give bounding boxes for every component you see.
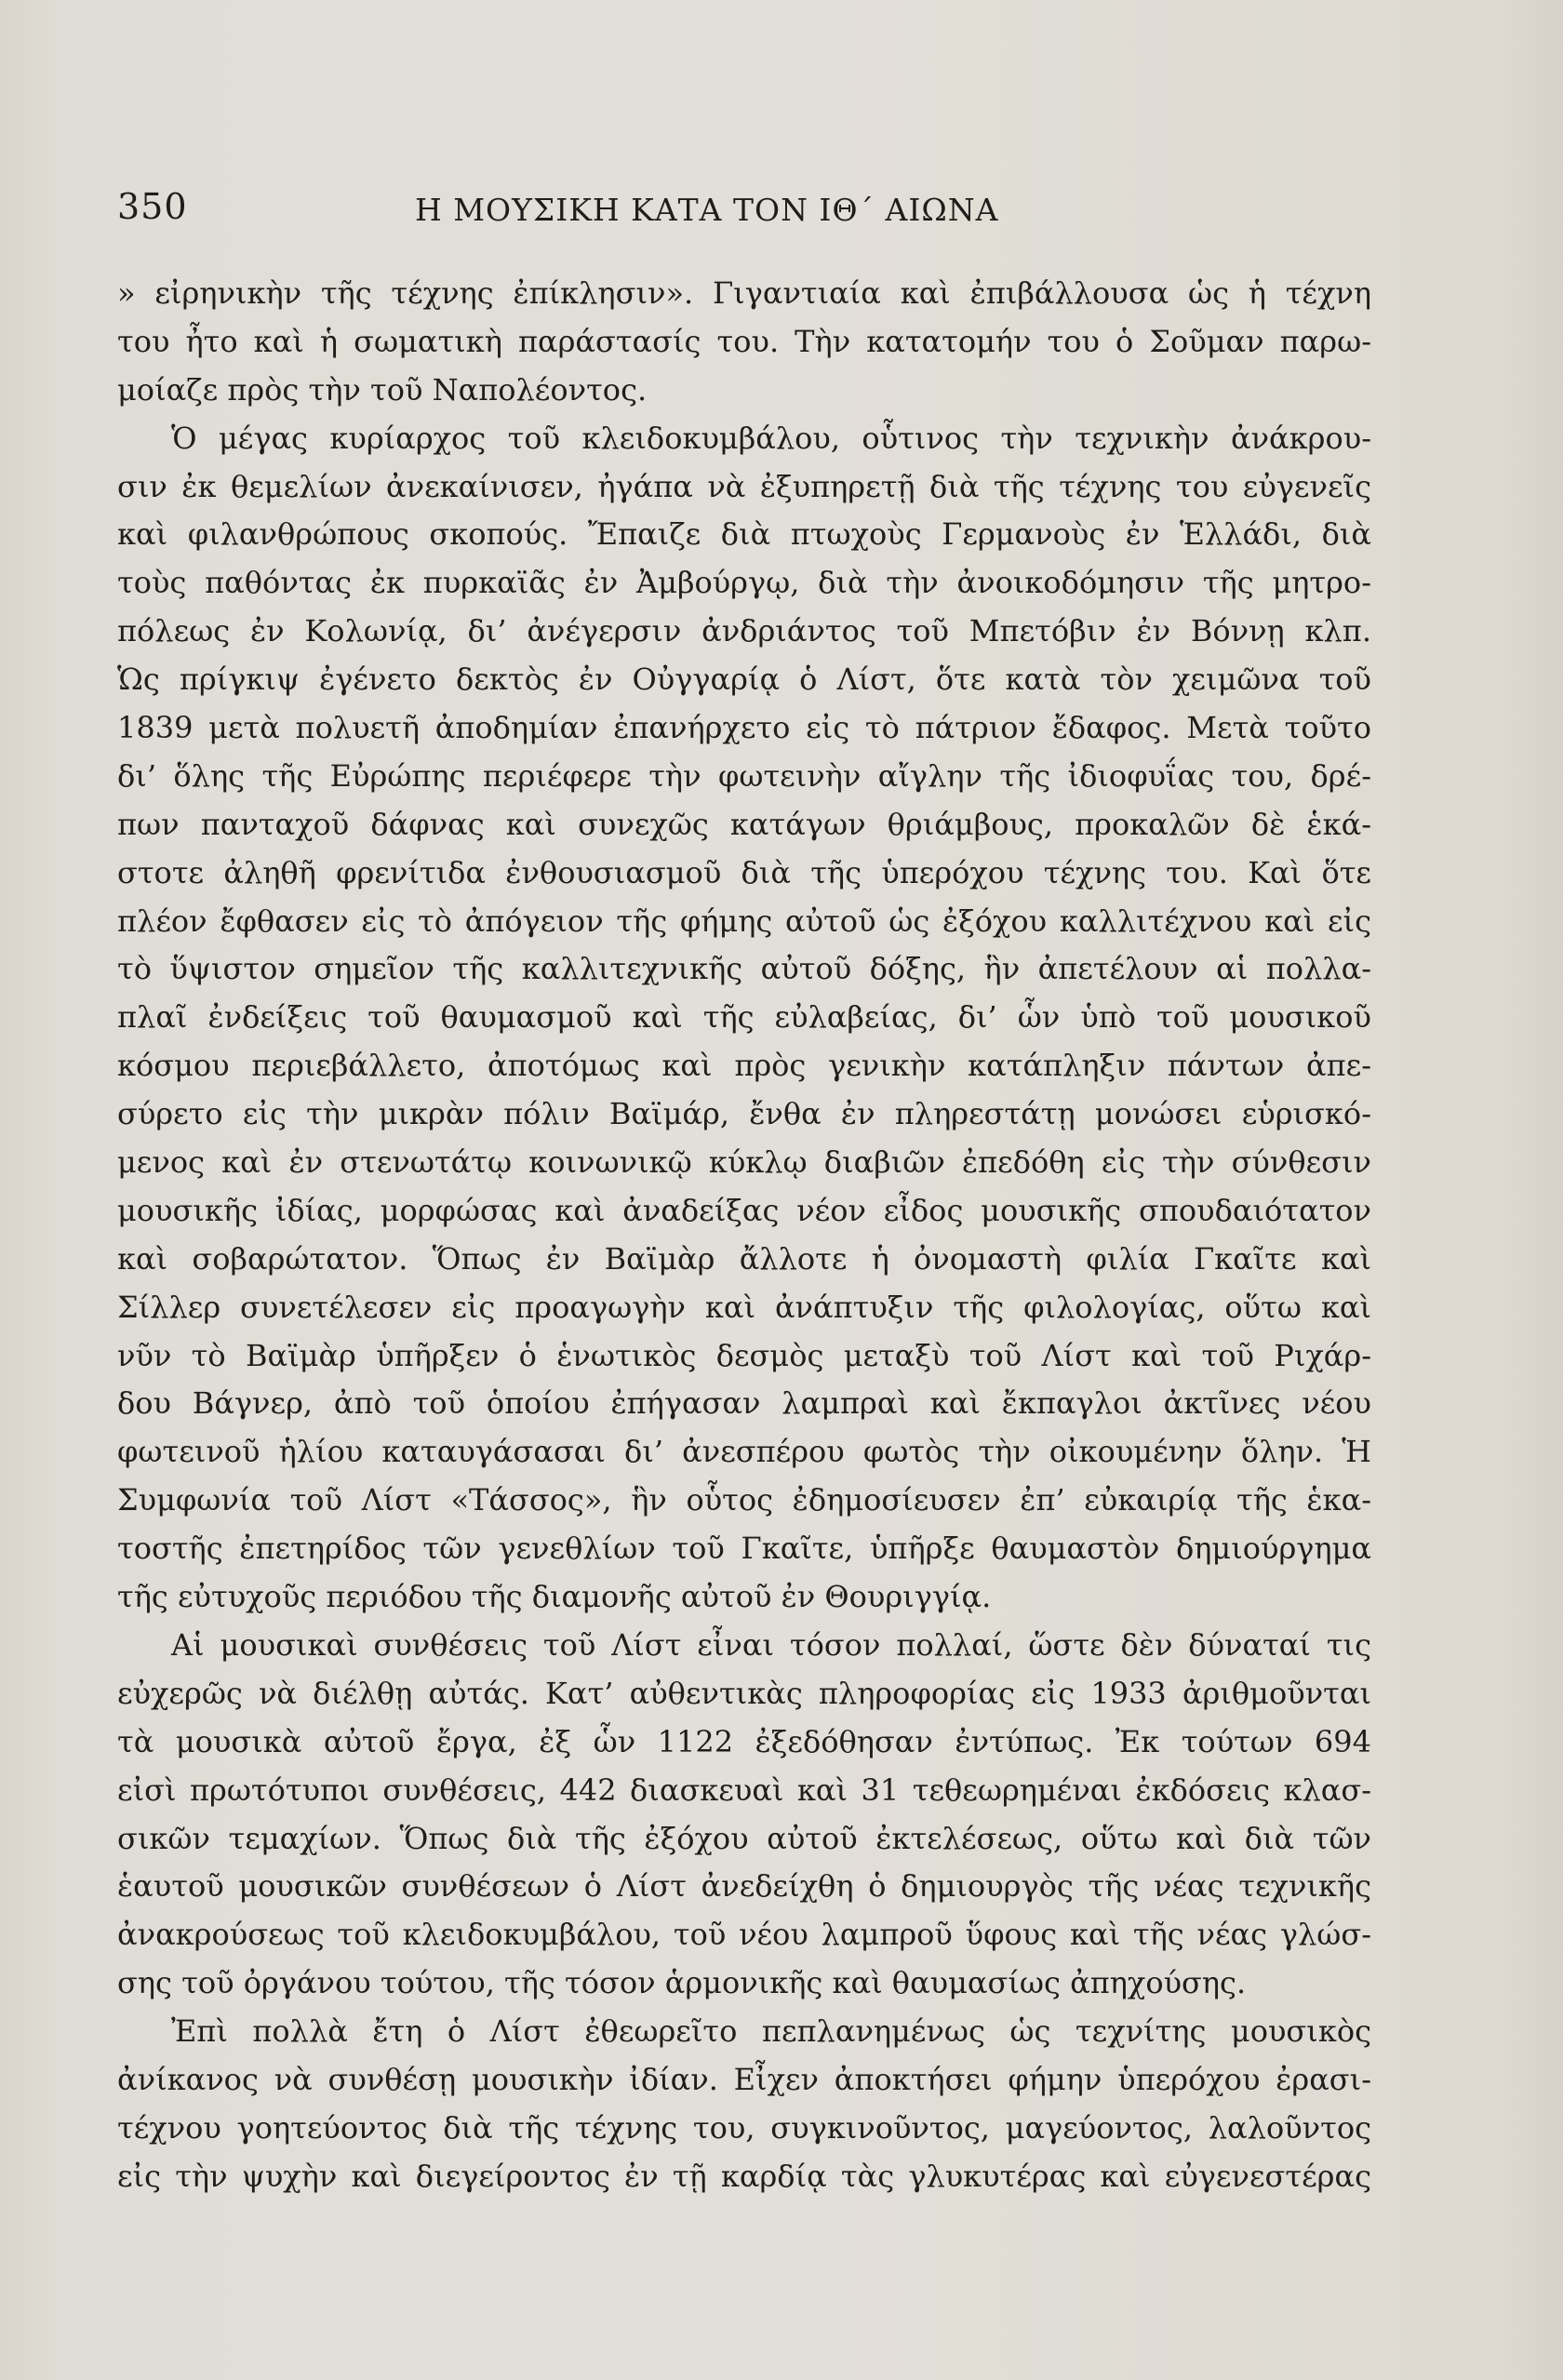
text-line: Σίλλερ συνετέλεσεν εἰς προαγωγὴν καὶ ἀνάπτυξιν τῆς φιλολογίας, οὕτω καὶ — [117, 1289, 1371, 1325]
text-line: Ἐπὶ πολλὰ ἔτη ὁ Λίστ ἐθεωρεῖτο πεπλανημένως ὡς τεχνίτης μουσικὸς — [171, 2013, 1371, 2050]
text-line: τὸ ὕψιστον σημεῖον τῆς καλλιτεχνικῆς αὐτοῦ δόξης, ἣν ἀπετέλουν αἱ πολλα- — [117, 951, 1371, 987]
page-number: 350 — [117, 186, 188, 227]
text-line: σικῶν τεμαχίων. Ὅπως διὰ τῆς ἐξόχου αὐτοῦ ἐκτελέσεως, οὕτω καὶ διὰ τῶν — [117, 1820, 1371, 1856]
text-line: πλαῖ ἐνδείξεις τοῦ θαυμασμοῦ καὶ τῆς εὐλαβείας, δι’ ὧν ὑπὸ τοῦ μουσικοῦ — [117, 999, 1371, 1036]
body-text — [117, 270, 1371, 2201]
text-line: δου Βάγνερ, ἀπὸ τοῦ ὁποίου ἐπήγασαν λαμπραὶ καὶ ἔκπαγλοι ἀκτῖνες νέου — [117, 1385, 1371, 1422]
text-line: μενος καὶ ἐν στενωτάτῳ κοινωνικῷ κύκλῳ διαβιῶν ἐπεδόθη εἰς τὴν σύνθεσιν — [117, 1144, 1371, 1181]
text-line: Ὡς πρίγκιψ ἐγένετο δεκτὸς ἐν Οὐγγαρίᾳ ὁ Λίστ, ὅτε κατὰ τὸν χειμῶνα τοῦ — [117, 662, 1371, 698]
text-line: πλέον ἔφθασεν εἰς τὸ ἀπόγειον τῆς φήμης αὐτοῦ ὡς ἐξόχου καλλιτέχνου καὶ εἰς — [117, 903, 1371, 939]
text-line: εἰσὶ πρωτότυποι συνθέσεις, 442 διασκευαὶ καὶ 31 τεθεωρημέναι ἐκδόσεις κλασ- — [117, 1772, 1371, 1808]
text-line: τὰ μουσικὰ αὐτοῦ ἔργα, ἐξ ὧν 1122 ἐξεδόθησαν ἐντύπως. Ἐκ τούτων 694 — [117, 1723, 1371, 1759]
text-line: τέχνου γοητεύοντος διὰ τῆς τέχνης του, συγκινοῦντος, μαγεύοντος, λαλοῦντος — [117, 2109, 1371, 2146]
text-line: φωτεινοῦ ἡλίου καταυγάσασαι δι’ ἀνεσπέρου φωτὸς τὴν οἰκουμένην ὅλην. Ἡ — [117, 1434, 1371, 1470]
text-line: καὶ φιλανθρώπους σκοπούς. Ἔπαιζε διὰ πτωχοὺς Γερμανοὺς ἐν Ἑλλάδι, διὰ — [117, 516, 1371, 553]
text-line: εἰς τὴν ψυχὴν καὶ διεγείροντος ἐν τῇ καρδίᾳ τὰς γλυκυτέρας καὶ εὐγενεστέρας — [117, 2158, 1371, 2194]
page-header — [117, 186, 1327, 242]
text-line: ἑαυτοῦ μουσικῶν συνθέσεων ὁ Λίστ ἀνεδείχθη ὁ δημιουργὸς τῆς νέας τεχνικῆς — [117, 1868, 1371, 1905]
text-line: πόλεως ἐν Κολωνίᾳ, δι’ ἀνέγερσιν ἀνδριάντος τοῦ Μπετόβιν ἐν Βόννῃ κλπ. — [117, 613, 1371, 649]
text-line: 1839 μετὰ πολυετῆ ἀποδημίαν ἐπανήρχετο εἰς τὸ πάτριον ἔδαφος. Μετὰ τοῦτο — [117, 710, 1371, 746]
text-line: τοὺς παθόντας ἐκ πυρκαϊᾶς ἐν Ἀμβούργῳ, διὰ τὴν ἀνοικοδόμησιν τῆς μητρο- — [117, 565, 1371, 601]
text-line: Ὁ μέγας κυρίαρχος τοῦ κλειδοκυμβάλου, οὗτινος τὴν τεχνικὴν ἀνάκρου- — [171, 420, 1371, 456]
text-line: του ἦτο καὶ ἡ σωματικὴ παράστασίς του. Τὴν κατατομήν του ὁ Σοῦμαν παρω- — [117, 323, 1371, 359]
text-line: μοίαζε πρὸς τὴν τοῦ Ναπολέοντος. — [117, 371, 648, 408]
text-line: ἀνίκανος νὰ συνθέσῃ μουσικὴν ἰδίαν. Εἶχεν ἀποκτήσει φήμην ὑπερόχου ἐρασι- — [117, 2061, 1371, 2097]
text-line: τοστῆς ἐπετηρίδος τῶν γενεθλίων τοῦ Γκαῖτε, ὑπῆρξε θαυμαστὸν δημιούργημα — [117, 1531, 1371, 1567]
text-line: μουσικῆς ἰδίας, μορφώσας καὶ ἀναδείξας νέον εἶδος μουσικῆς σπουδαιότατον — [117, 1192, 1371, 1228]
running-title: Η ΜΟΥΣΙΚΗ ΚΑΤΑ ΤΟΝ ΙΘ΄ ΑΙΩΝΑ — [415, 192, 999, 228]
text-line: νῦν τὸ Βαϊμὰρ ὑπῆρξεν ὁ ἑνωτικὸς δεσμὸς μεταξὺ τοῦ Λίστ καὶ τοῦ Ριχάρ- — [117, 1337, 1371, 1373]
text-line: πων πανταχοῦ δάφνας καὶ συνεχῶς κατάγων θριάμβους, προκαλῶν δὲ ἑκά- — [117, 806, 1371, 842]
text-line: κόσμου περιεβάλλετο, ἀποτόμως καὶ πρὸς γενικὴν κατάπληξιν πάντων ἀπε- — [117, 1048, 1371, 1084]
text-line: δι’ ὅλης τῆς Εὐρώπης περιέφερε τὴν φωτεινὴν αἴγλην τῆς ἰδιοφυΐας του, δρέ- — [117, 757, 1371, 794]
text-line: στοτε ἀληθῆ φρενίτιδα ἐνθουσιασμοῦ διὰ τῆς ὑπερόχου τέχνης του. Καὶ ὅτε — [117, 854, 1371, 890]
text-line: σύρετο εἰς τὴν μικρὰν πόλιν Βαϊμάρ, ἔνθα ἐν πληρεστάτῃ μονώσει εὑρισκό- — [117, 1096, 1371, 1132]
text-line: τῆς εὐτυχοῦς περιόδου τῆς διαμονῆς αὐτοῦ ἐν Θουριγγίᾳ. — [117, 1579, 992, 1615]
text-line: σιν ἐκ θεμελίων ἀνεκαίνισεν, ἠγάπα νὰ ἐξυπηρετῇ διὰ τῆς τέχνης του εὐγενεῖς — [117, 468, 1371, 504]
text-line: ἀνακρούσεως τοῦ κλειδοκυμβάλου, τοῦ νέου λαμπροῦ ὕφους καὶ τῆς νέας γλώσ- — [117, 1917, 1371, 1953]
text-line: Συμφωνία τοῦ Λίστ «Τάσσος», ἣν οὗτος ἐδημοσίευσεν ἐπ’ εὐκαιρίᾳ τῆς ἑκα- — [117, 1482, 1371, 1518]
text-line: καὶ σοβαρώτατον. Ὅπως ἐν Βαϊμὰρ ἄλλοτε ἡ ὀνομαστὴ φιλία Γκαῖτε καὶ — [117, 1240, 1371, 1277]
text-line: σης τοῦ ὀργάνου τούτου, τῆς τόσον ἁρμονικῆς καὶ θαυμασίως ἀπηχούσης. — [117, 1965, 1247, 2001]
text-line: εὐχερῶς νὰ διέλθῃ αὐτάς. Κατ’ αὐθεντικὰς πληροφορίας εἰς 1933 ἀριθμοῦνται — [117, 1675, 1371, 1711]
text-line: » εἰρηνικὴν τῆς τέχνης ἐπίκλησιν». Γιγαντιαία καὶ ἐπιβάλλουσα ὡς ἡ τέχνη — [117, 275, 1371, 311]
text-line: Αἱ μουσικαὶ συνθέσεις τοῦ Λίστ εἶναι τόσον πολλαί, ὥστε δὲν δύναταί τις — [171, 1626, 1371, 1663]
